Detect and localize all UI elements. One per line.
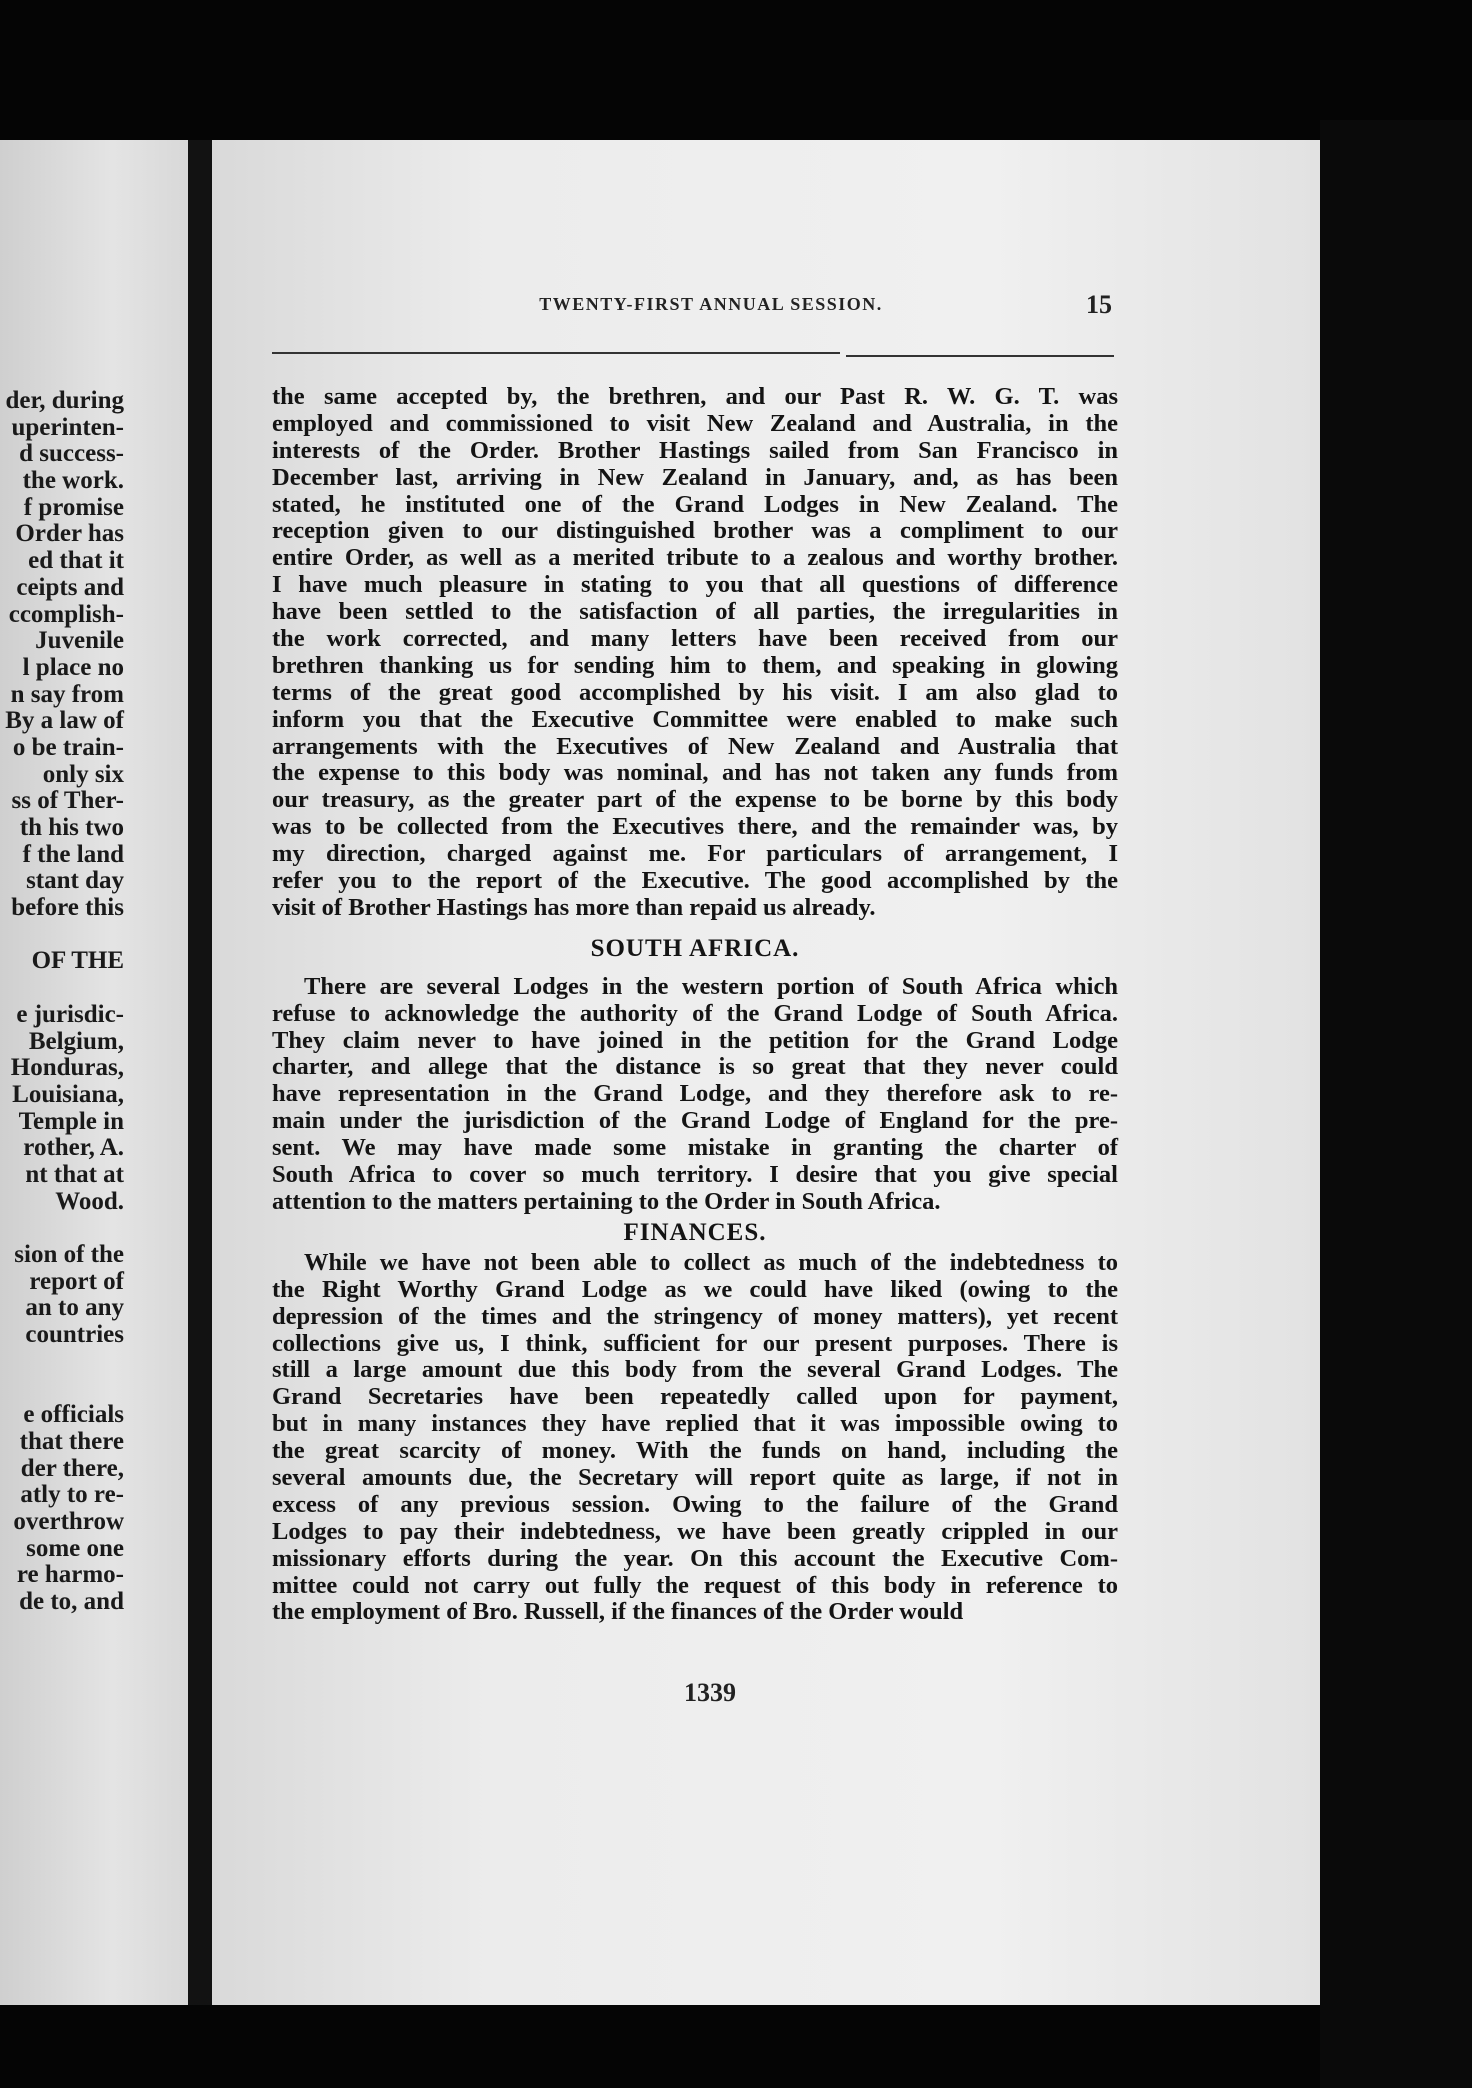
text-line: still a large amount due this body from the several Grand Lodges. The [272, 1356, 1118, 1384]
facing-page-line: sion of the [14, 1241, 124, 1268]
text-line: inform you that the Executive Committee were enabled to make such [272, 705, 1118, 733]
facing-page-line: f the land [22, 840, 124, 868]
text-line: the great scarcity of money. With the funds on hand, including the [272, 1437, 1118, 1465]
facing-page-line: Temple in [18, 1107, 124, 1135]
text-line: visit of Brother Hastings has more than repaid us already. [272, 893, 876, 921]
facing-page-line: the work. [22, 467, 124, 495]
text-line: several amounts due, the Secretary will report quite as large, if not in [272, 1463, 1118, 1491]
facing-page-line: l place no [22, 653, 124, 681]
facing-page-line: that there [19, 1427, 124, 1455]
text-line: employed and commissioned to visit New Zealand and Australia, in the [272, 409, 1118, 437]
text-line: mittee could not carry out fully the request of this body in reference to [272, 1571, 1118, 1599]
facing-page-line: ceipts and [16, 573, 124, 601]
text-line: the work corrected, and many letters have been received from our [272, 625, 1118, 653]
text-line: While we have not been able to collect as much of the indebtedness to [304, 1248, 1118, 1276]
text-line: our treasury, as the greater part of the expense to be borne by this body [272, 786, 1118, 814]
facing-page-line [0, 922, 124, 949]
text-line: South Africa to cover so much territory. I desire that you give special [272, 1161, 1118, 1189]
text-line: December last, arriving in New Zealand in January, and, as has been [272, 463, 1118, 491]
text-line: the same accepted by, the brethren, and our Past R. W. G. T. was [272, 383, 1118, 410]
facing-page-line: rother, A. [23, 1134, 124, 1162]
text-line: terms of the great good accomplished by his visit. I am also glad to [272, 678, 1118, 706]
footer-page-number: 1339 [684, 1678, 736, 1707]
text-line: the employment of Bro. Russell, if the finances of the Order would [272, 1598, 964, 1626]
facing-page-line [0, 1349, 124, 1376]
section-heading-finances: FINANCES. [623, 1218, 767, 1246]
text-line: I have much pleasure in stating to you that all questions of difference [272, 571, 1118, 599]
facing-page [0, 140, 188, 2005]
text-line: the Right Worthy Grand Lodge as we could have liked (owing to the [272, 1275, 1118, 1303]
facing-page-line: der there, [20, 1454, 124, 1482]
facing-page-line [0, 1375, 124, 1402]
text-line: was to be collected from the Executives there, and the remainder was, by [272, 813, 1118, 841]
book-gutter [188, 140, 212, 2005]
facing-page-line: uperinten- [11, 413, 124, 441]
text-line: charter, and allege that the distance is so great that they never could [272, 1053, 1118, 1081]
text-line: have been settled to the satisfaction of all parties, the irregularities in [272, 598, 1118, 626]
text-line: interests of the Order. Brother Hastings sailed from San Francisco in [272, 436, 1118, 464]
text-line: stated, he instituted one of the Grand Lodges in New Zealand. The [272, 490, 1118, 518]
facing-page-line: o be train- [12, 733, 124, 761]
facing-page-line: der, during [5, 387, 124, 414]
text-line: Lodges to pay their indebtedness, we have been greatly crippled in our [272, 1517, 1118, 1545]
facing-page-line: Honduras, [10, 1054, 124, 1082]
header-rule [272, 352, 840, 354]
facing-page-line [0, 1215, 124, 1242]
header-rule-short [846, 355, 1114, 357]
text-line: missionary efforts during the year. On this account the Executive Com- [272, 1544, 1118, 1572]
text-line: brethren thanking us for sending him to them, and speaking in glowing [272, 651, 1118, 679]
text-line: There are several Lodges in the western portion of South Africa which [304, 972, 1118, 1000]
facing-page-line: Belgium, [28, 1027, 124, 1055]
facing-page-line: e jurisdic- [16, 1000, 124, 1028]
text-line: refuse to acknowledge the authority of the Grand Lodge of South Africa. [272, 999, 1118, 1027]
scan-border [1320, 120, 1472, 2088]
facing-page-line: Juvenile [35, 627, 124, 655]
facing-page-text-fragments [0, 388, 124, 1616]
facing-page-line: ccomplish- [8, 600, 124, 628]
facing-page-line: de to, and [19, 1587, 124, 1615]
facing-page-line: e officials [23, 1401, 124, 1429]
text-line: refer you to the report of the Executive. The good accomplished by the [272, 867, 1118, 895]
facing-page-line: overthrow [13, 1507, 124, 1535]
page-number: 15 [1086, 290, 1112, 319]
text-line: main under the jurisdiction of the Grand Lodge of England for the pre- [272, 1107, 1118, 1135]
paragraph-new-zealand [272, 384, 1118, 922]
section-heading-south-africa: SOUTH AFRICA. [590, 934, 800, 962]
text-line: have representation in the Grand Lodge, and they therefore ask to re- [272, 1080, 1118, 1108]
text-line: the expense to this body was nominal, and has not taken any funds from [272, 759, 1118, 787]
page-body [272, 384, 1118, 1626]
text-line: collections give us, I think, sufficient for our present purposes. There is [272, 1329, 1118, 1357]
facing-page-line: re harmo- [16, 1561, 124, 1589]
facing-page-line: Louisiana, [12, 1080, 124, 1108]
facing-page-line: countries [25, 1321, 124, 1349]
facing-page-line: By a law of [5, 707, 124, 735]
facing-page-line: th his two [19, 814, 124, 841]
facing-page-line: report of [29, 1267, 124, 1295]
text-line: but in many instances they have replied that it was impossible owing to [272, 1410, 1118, 1438]
facing-page-line: an to any [25, 1294, 124, 1322]
facing-page-line [0, 975, 124, 1002]
paragraph-south-africa [272, 974, 1118, 1216]
facing-page-line: stant day [26, 867, 124, 895]
facing-page-line: ed that it [28, 547, 124, 575]
text-line: my direction, charged against me. For particulars of arrangement, I [272, 840, 1118, 868]
facing-page-line: nt that at [25, 1160, 124, 1188]
paragraph-finances [272, 1250, 1118, 1626]
text-line: Grand Secretaries have been repeatedly called upon for payment, [272, 1383, 1118, 1411]
facing-page-line: n say from [10, 680, 124, 708]
text-line: depression of the times and the stringency of money matters), yet recent [272, 1302, 1118, 1330]
text-line: arrangements with the Executives of New Zealand and Australia that [272, 732, 1118, 760]
text-line: excess of any previous session. Owing to the failure of the Grand [272, 1490, 1118, 1518]
text-line: attention to the matters pertaining to the Order in South Africa. [272, 1187, 941, 1215]
text-line: They claim never to have joined in the petition for the Grand Lodge [272, 1026, 1118, 1054]
facing-page-line: d success- [19, 440, 124, 468]
text-line: sent. We may have made some mistake in granting the charter of [272, 1134, 1118, 1162]
facing-page-line: atly to re- [20, 1481, 124, 1509]
facing-page-line: f promise [23, 493, 124, 521]
facing-page-line: ss of Ther- [11, 787, 124, 815]
text-line: reception given to our distinguished brother was a compliment to our [272, 517, 1118, 545]
facing-page-line: only six [42, 760, 124, 788]
facing-page-line: before this [11, 894, 124, 922]
facing-page-line: Order has [15, 520, 124, 548]
running-head: TWENTY-FIRST ANNUAL SESSION. [539, 294, 883, 314]
text-line: entire Order, as well as a merited tribute to a zealous and worthy brother. [272, 544, 1118, 572]
facing-page-line: Wood. [55, 1187, 124, 1215]
facing-page-line: some one [26, 1534, 124, 1562]
facing-page-line: OF THE [31, 947, 124, 975]
